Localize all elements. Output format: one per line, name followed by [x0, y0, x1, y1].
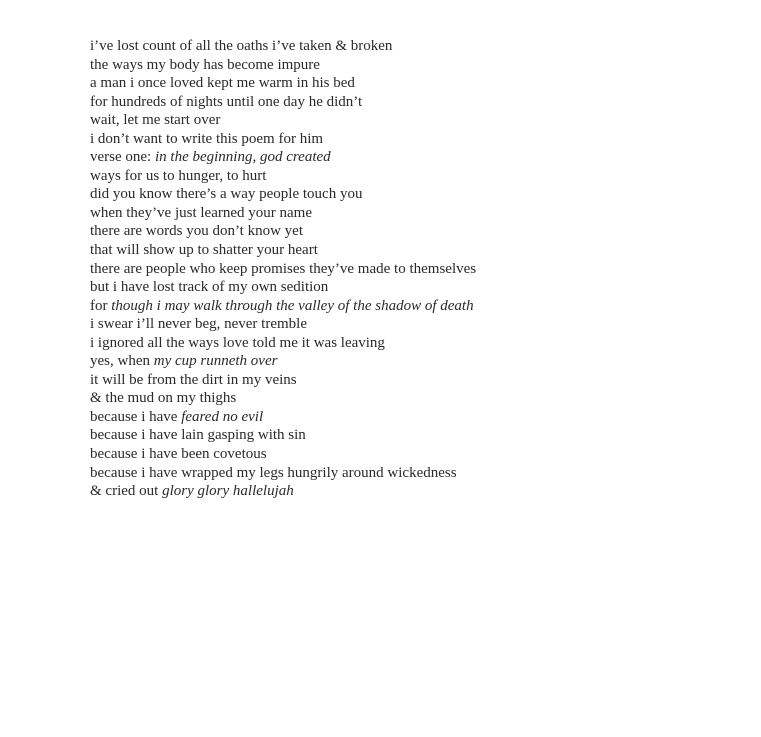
- poem-line: [90, 260, 730, 279]
- poem-line-text: for: [90, 297, 112, 314]
- poem-line-text: because i have been covetous: [90, 446, 267, 463]
- poem-line-text: did you know there’s a way people touch you: [90, 186, 363, 203]
- poem-line-text: a man i once loved kept me warm in his bed: [90, 75, 355, 92]
- poem-line: [90, 241, 730, 260]
- poem-line: [90, 93, 730, 112]
- poem-line-text: for hundreds of nights until one day he didn’t: [90, 93, 363, 110]
- poem-line-text: verse one:: [90, 149, 155, 166]
- poem-line-italic-text: though i may walk through the valley of the shadow of death: [111, 297, 474, 314]
- poem-line: [90, 389, 730, 408]
- poem-line-text: but i have lost track of my own sedition: [90, 279, 329, 296]
- poem-line: [90, 371, 730, 390]
- poem-line: [90, 445, 730, 464]
- poem-line: [90, 167, 730, 186]
- poem-line: [90, 315, 730, 334]
- poem-line: [90, 148, 730, 167]
- poem-line: [90, 74, 730, 93]
- poem-line-text: because i have: [90, 408, 182, 425]
- poem-line: [90, 56, 730, 75]
- poem-line: [90, 222, 730, 241]
- poem-line-text: because i have lain gasping with sin: [90, 427, 306, 444]
- poem-line-text: i swear i’ll never beg, never tremble: [90, 316, 307, 333]
- poem-line: [90, 278, 730, 297]
- poem-line-text: wait, let me start over: [90, 112, 221, 129]
- poem-line-text: & the mud on my thighs: [90, 390, 237, 407]
- poem-line-text: because i have wrapped my legs hungrily around wickedness: [90, 464, 457, 481]
- poem-line: [90, 408, 730, 427]
- poem-line-italic-text: my cup runneth over: [153, 353, 278, 370]
- poem-line: [90, 204, 730, 223]
- poem-line: [90, 111, 730, 130]
- poem-line-text: there are words you don’t know yet: [90, 223, 304, 240]
- poem-line-italic-text: glory glory hallelujah: [162, 483, 294, 500]
- poem-line: [90, 185, 730, 204]
- poem-line-italic-text: in the beginning, god created: [154, 149, 331, 166]
- poem-line-text: when they’ve just learned your name: [90, 204, 313, 221]
- poem-line-text: i don’t want to write this poem for him: [90, 130, 324, 147]
- poem-line-text: i ignored all the ways love told me it was leaving: [90, 334, 385, 351]
- poem-line-text: that will show up to shatter your heart: [90, 242, 318, 259]
- poem-line: [90, 130, 730, 149]
- poem-line-italic-text: feared no evil: [181, 408, 264, 425]
- poem-line-text: yes, when: [90, 353, 154, 370]
- poem-line-text: ways for us to hunger, to hurt: [90, 167, 267, 184]
- poem-line: [90, 352, 730, 371]
- poem-line: [90, 334, 730, 353]
- poem-line: [90, 37, 730, 56]
- poem-line: [90, 426, 730, 445]
- poem-line: [90, 464, 730, 483]
- poem-line-text: & cried out: [90, 483, 163, 500]
- poem-line-text: it will be from the dirt in my veins: [90, 371, 297, 388]
- poem-line-text: there are people who keep promises they’ve made to themselves: [90, 260, 477, 277]
- poem-line: [90, 297, 730, 316]
- poem-line-text: i’ve lost count of all the oaths i’ve taken & broken: [90, 38, 393, 54]
- poem-text: [90, 37, 730, 501]
- poem-line: [90, 482, 730, 501]
- poem-line-text: the ways my body has become impure: [90, 56, 320, 73]
